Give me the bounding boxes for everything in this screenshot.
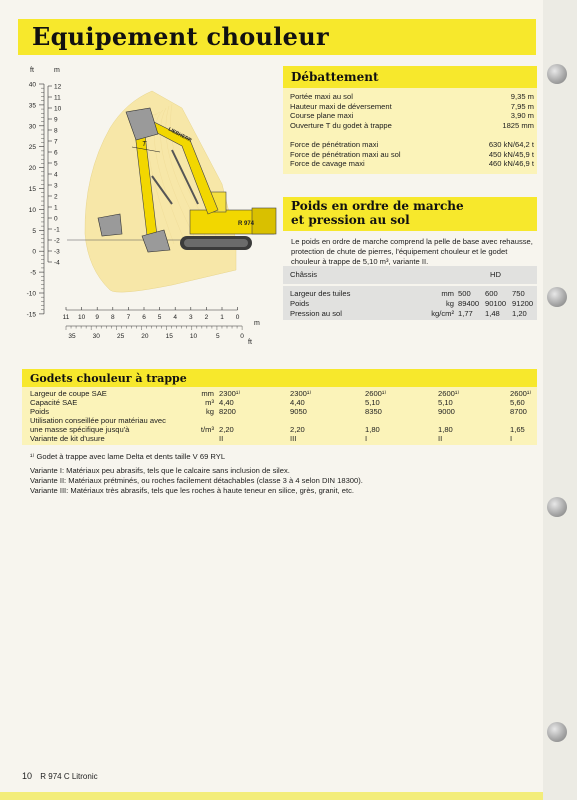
ft-tick-label: -15 xyxy=(26,311,36,319)
m-tick-label: 2 xyxy=(54,193,58,201)
m-tick-label: 6 xyxy=(54,149,58,157)
x-m-tick-label: 10 xyxy=(77,314,86,321)
spec-value: 9,35 m xyxy=(510,92,534,101)
godet-row-label: une masse spécifique jusqu'à xyxy=(30,425,130,434)
godets-footnote: ¹⁾ Godet à trappe avec lame Delta et dents taille V 69 RYL xyxy=(30,452,226,461)
godet-cell: 1,65 xyxy=(510,425,525,434)
godet-row-label: Capacité SAE xyxy=(30,398,78,407)
poids-title xyxy=(291,199,464,227)
spec-label: Course plane maxi xyxy=(290,111,354,121)
y-unit-ft: ft xyxy=(30,67,34,74)
m-tick-label: -3 xyxy=(54,248,60,256)
poids-row-label: Pression au sol xyxy=(290,309,342,318)
x-ft-tick-label: 0 xyxy=(240,333,244,340)
spec-value: 460 kN/46,9 t xyxy=(488,159,534,169)
working-range-diagram xyxy=(22,64,282,354)
m-tick-label: -1 xyxy=(54,226,60,234)
spec-row xyxy=(290,150,534,160)
debattement-title: Débattement xyxy=(291,70,379,84)
y-axes xyxy=(27,82,62,319)
y-unit-m: m xyxy=(54,67,60,74)
godet-cell: 2300¹⁾ xyxy=(219,389,241,398)
godet-cell: 2300¹⁾ xyxy=(290,389,312,398)
godet-cell: 2,20 xyxy=(219,425,234,434)
godet-cell: 4,40 xyxy=(290,398,305,407)
poids-row-unit: mm xyxy=(441,289,454,298)
poids-description: Le poids en ordre de marche comprend la pelle de base avec rehausse, protection de chute de pierres, l'équipement chouleur et le godet chouleur à trappe de 5,10 m³, variante II. xyxy=(291,237,533,266)
godet-row-label: Largeur de coupe SAE xyxy=(30,389,107,398)
ft-tick-label: 40 xyxy=(28,81,36,89)
x-m-tick-label: 4 xyxy=(173,314,178,321)
x-unit-m: m xyxy=(254,320,260,327)
poids-cell: 89400 xyxy=(458,299,480,308)
poids-row-unit: kg/cm² xyxy=(431,309,454,318)
poids-cell: 750 xyxy=(512,289,525,298)
godet-cell: 2600¹⁾ xyxy=(365,389,387,398)
godet-cell: 2,20 xyxy=(290,425,305,434)
poids-cell: 1,20 xyxy=(512,309,527,318)
m-tick-label: 5 xyxy=(54,160,58,168)
variant-line: Variante II: Matériaux prétminés, ou roches facilement détachables (classe 3 à 4 selon DIN 18300). xyxy=(30,476,363,485)
page-title: Equipement chouleur xyxy=(32,22,329,51)
spec-row xyxy=(290,140,534,150)
x-ft-tick-label: 5 xyxy=(215,333,220,340)
poids-row-unit: kg xyxy=(445,299,454,308)
godet-row-unit: mm xyxy=(201,389,214,398)
godet-cell: I xyxy=(510,434,513,443)
spec-value: 3,90 m xyxy=(510,111,534,121)
godet-row-label: Variante de kit d'usure xyxy=(30,434,105,443)
godet-cell: 4,40 xyxy=(219,398,234,407)
poids-title-line2: et pression au sol xyxy=(291,213,410,227)
godet-row-label: Utilisation conseillée pour matériau avec xyxy=(30,416,166,425)
poids-row xyxy=(290,289,350,299)
debattement-group2 xyxy=(290,140,534,169)
x-m-tick-label: 5 xyxy=(157,314,162,321)
godet-cell: 5,60 xyxy=(510,398,525,407)
page-number: 10 xyxy=(22,771,33,781)
model-label: R 974 xyxy=(238,221,255,227)
ft-tick-label: 35 xyxy=(28,102,36,110)
m-tick-label: 4 xyxy=(54,171,58,179)
punch-hole xyxy=(547,64,567,84)
m-tick-label: 11 xyxy=(54,94,61,102)
poids-cell: 500 xyxy=(458,289,471,298)
spec-value: 1825 mm xyxy=(502,120,534,130)
x-ft-tick-label: 15 xyxy=(165,333,173,340)
variant-line: Variante I: Matériaux peu abrasifs, tels que le calcaire sans inclusion de silex. xyxy=(30,466,290,475)
ft-tick-label: -5 xyxy=(30,269,36,277)
t-dimension-label: T xyxy=(142,141,147,148)
godet-row-unit: t/m³ xyxy=(200,425,214,434)
x-m-tick-label: 0 xyxy=(235,314,240,321)
ft-tick-label: 0 xyxy=(32,248,36,256)
m-tick-label: 8 xyxy=(54,127,58,135)
godet-row-unit: kg xyxy=(205,407,214,416)
godet-cell: 5,10 xyxy=(438,398,453,407)
m-tick-label: 9 xyxy=(54,116,58,124)
spec-row xyxy=(290,111,534,121)
x-ft-tick-label: 10 xyxy=(189,333,198,340)
godet-cell: 2600¹⁾ xyxy=(438,389,460,398)
x-m-tick-label: 7 xyxy=(126,314,131,321)
spec-row xyxy=(290,159,534,169)
spec-label: Ouverture T du godet à trappe xyxy=(290,120,392,130)
godet-cell: I xyxy=(365,434,368,443)
chassis-value: HD xyxy=(490,270,501,279)
ft-tick-label: 30 xyxy=(28,123,36,131)
x-m-tick-label: 3 xyxy=(188,314,193,321)
footer-model: R 974 C Litronic xyxy=(40,772,98,781)
m-tick-label: 10 xyxy=(54,105,62,113)
poids-cell: 1,48 xyxy=(485,309,500,318)
x-ft-tick-label: 25 xyxy=(116,333,125,340)
x-m-tick-label: 1 xyxy=(220,314,224,321)
spec-label: Hauteur maxi de déversement xyxy=(290,101,392,111)
godet-row-unit: m³ xyxy=(205,398,214,407)
poids-title-line1: Poids en ordre de marche xyxy=(291,199,464,213)
punch-hole xyxy=(547,722,567,742)
ft-tick-label: 5 xyxy=(32,227,36,235)
godet-cell: II xyxy=(438,434,443,443)
bucket-low xyxy=(98,214,122,236)
spec-label: Force de pénétration maxi xyxy=(290,140,379,149)
ft-tick-label: 25 xyxy=(28,144,36,152)
poids-cell: 91200 xyxy=(512,299,534,308)
punch-hole xyxy=(547,287,567,307)
godet-cell: II xyxy=(219,434,224,443)
ft-tick-label: 15 xyxy=(28,186,36,193)
m-tick-label: 7 xyxy=(54,138,58,146)
godet-cell: 5,10 xyxy=(365,398,380,407)
ft-tick-label: 10 xyxy=(28,206,36,214)
page-edge xyxy=(543,0,577,800)
punch-hole xyxy=(547,497,567,517)
poids-row-label: Largeur des tuiles xyxy=(290,289,351,298)
debattement-group1 xyxy=(290,92,534,130)
variant-line: Variante III: Matériaux très abrasifs, tels que les roches à haute teneur en silice, grès, granit, etc. xyxy=(30,486,355,495)
spec-value: 450 kN/45,9 t xyxy=(488,149,534,159)
spec-label: Force de cavage maxi xyxy=(290,159,365,169)
godet-cell: 8700 xyxy=(510,407,527,416)
spec-label: Portée maxi au sol xyxy=(290,92,353,101)
boom-brand: LIEBHERR xyxy=(167,126,193,144)
poids-row-label: Poids xyxy=(290,299,309,308)
spec-value: 7,95 m xyxy=(510,101,534,111)
m-tick-label: -2 xyxy=(54,237,60,245)
godet-cell: 1,80 xyxy=(365,425,380,434)
spec-value: 630 kN/64,2 t xyxy=(488,140,534,149)
x-m-tick-label: 8 xyxy=(110,314,115,321)
x-m-tick-label: 9 xyxy=(95,314,100,321)
spec-row xyxy=(290,121,534,131)
godet-cell: 8350 xyxy=(365,407,382,416)
m-tick-label: 1 xyxy=(54,204,58,212)
track-plate xyxy=(184,239,248,247)
poids-row xyxy=(290,299,309,309)
footer xyxy=(22,771,98,781)
x-m-tick-label: 6 xyxy=(142,314,146,321)
ft-tick-label: -10 xyxy=(26,290,36,298)
x-ft-tick-label: 20 xyxy=(141,333,149,340)
godet-cell: 1,80 xyxy=(438,425,453,434)
x-m-tick-label: 2 xyxy=(204,314,209,321)
godet-cell: 9000 xyxy=(438,407,455,416)
footer-strip xyxy=(0,792,543,800)
m-tick-label: -4 xyxy=(54,259,60,267)
x-axes xyxy=(63,307,245,340)
counterweight xyxy=(252,208,276,234)
x-ft-tick-label: 30 xyxy=(92,333,100,340)
godet-cell: 9050 xyxy=(290,407,307,416)
poids-cell: 600 xyxy=(485,289,498,298)
working-envelope xyxy=(85,91,236,292)
m-tick-label: 3 xyxy=(54,182,58,190)
godets-title: Godets chouleur à trappe xyxy=(30,372,187,385)
spec-label: Force de pénétration maxi au sol xyxy=(290,149,401,159)
x-unit-ft: ft xyxy=(248,339,252,346)
x-ft-tick-label: 35 xyxy=(68,333,76,340)
chassis-label: Châssis xyxy=(290,270,318,279)
poids-cell: 1,77 xyxy=(458,309,473,318)
godet-cell: 2600¹⁾ xyxy=(510,389,532,398)
spec-row xyxy=(290,92,534,102)
poids-cell: 90100 xyxy=(485,299,507,308)
ft-tick-label: 20 xyxy=(28,165,36,173)
m-tick-label: 0 xyxy=(54,215,58,223)
poids-row xyxy=(290,309,342,319)
godet-cell: 8200 xyxy=(219,407,236,416)
x-m-tick-label: 11 xyxy=(62,314,70,321)
m-tick-label: 12 xyxy=(54,83,62,91)
godet-cell: III xyxy=(290,434,297,443)
godet-row-label: Poids xyxy=(30,407,49,416)
spec-row xyxy=(290,102,534,112)
